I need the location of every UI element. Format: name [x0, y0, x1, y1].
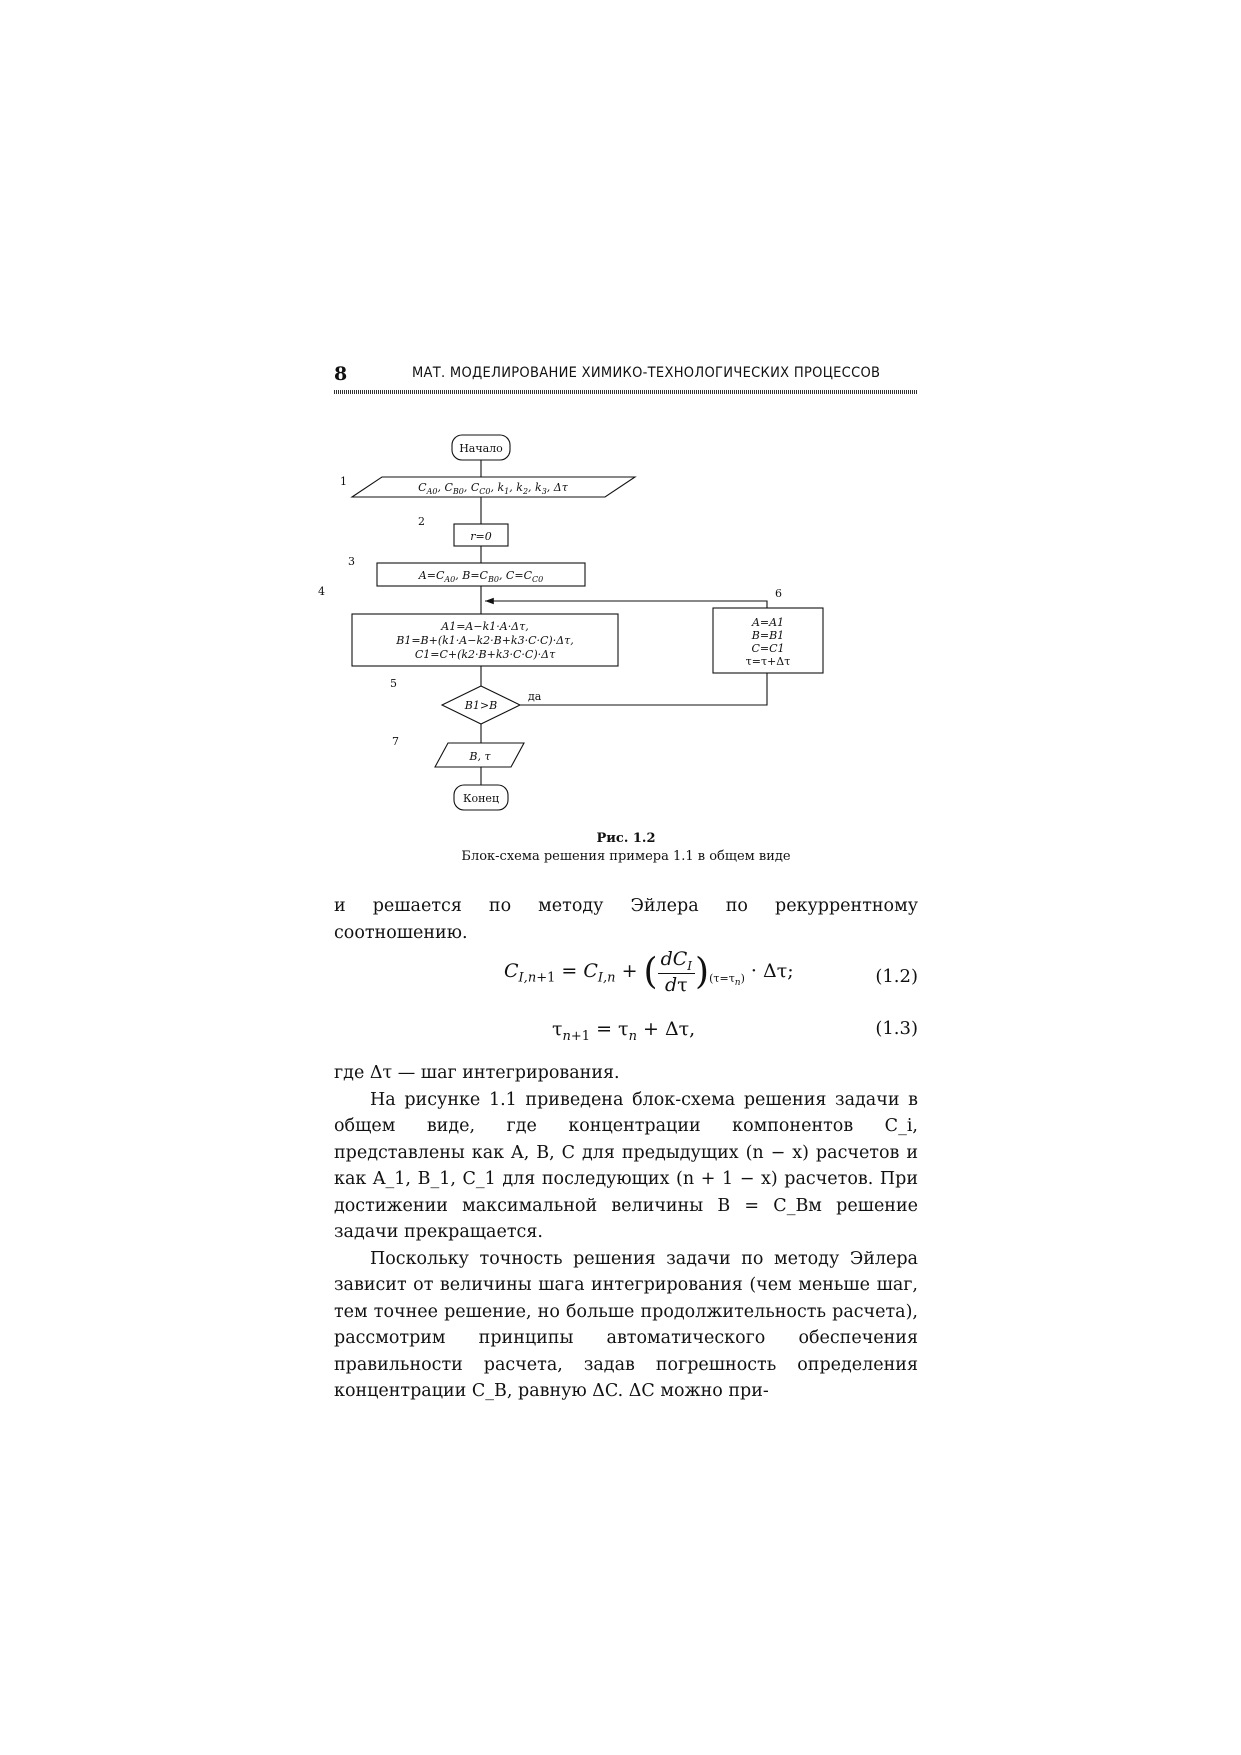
equation-1-3-body: $\tau_{n+1} = \tau_n + \Delta\tau$, [552, 1018, 696, 1044]
equation-1-2-number: (1.2) [875, 966, 918, 987]
intro-paragraph-block [334, 893, 918, 946]
block4-line-3: C1=C+(k2·B+k3·C·C)·Δτ [414, 648, 556, 661]
block5-yes-label: да [528, 690, 542, 703]
block3-text: $A=C_{A0}$, $B=C_{B0}$, $C=C_{C0}$ [418, 569, 544, 584]
block6-line-4: τ=τ+Δτ [745, 655, 791, 668]
equation-1-3 [334, 1016, 918, 1048]
flowchart [318, 425, 791, 825]
equation-1-2-body: $C_{I,n+1} = C_{I,n}$ + ( $\frac{dC_I}{d\tau}$ )$_{(\tau=\tau_n)} \cdot \Delta\tau$; [504, 948, 794, 996]
equation-1-2 [334, 948, 918, 1008]
start-label: Начало [459, 442, 503, 455]
block2-text: r=0 [470, 530, 492, 543]
block5-number: 5 [390, 677, 397, 690]
equation-1-3-number: (1.3) [875, 1018, 918, 1039]
figure-caption [334, 830, 918, 866]
header-rule [334, 390, 918, 394]
end-label: Конец [462, 792, 500, 805]
loop-back-line [485, 601, 767, 608]
paragraph-1: где Δτ — шаг интегрирования. [334, 1063, 620, 1083]
block6-line-2: B=B1 [751, 629, 785, 642]
block5-text: B1>B [464, 699, 498, 712]
figure-number: Рис. 1.2 [596, 831, 656, 846]
page-number: 8 [334, 363, 348, 385]
block3-number: 3 [348, 555, 355, 568]
body-paragraphs [334, 1060, 918, 1405]
yes-branch-line [520, 673, 767, 705]
figure-caption-text: Блок-схема решения примера 1.1 в общем виде [461, 849, 791, 864]
block4-line-1: A1=A−k1·A·Δτ, [441, 620, 529, 633]
paragraph-2: На рисунке 1.1 приведена блок-схема решения задачи в общем виде, где концентрации компонентов C_i, представлены как A, B, C для предыдущих (n − x) расчетов и как A_1, B_1, C_1 для последующих (n + 1 − x) расчетов. При достижении максимальной величины B = C_Bм решение задачи прекращается. [334, 1089, 918, 1242]
block4-line-2: B1=B+(k1·A−k2·B+k3·C·C)·Δτ, [396, 634, 574, 647]
intro-paragraph: и решается по методу Эйлера по рекуррентному соотношению. [334, 896, 918, 943]
block6-line-1: A=A1 [751, 616, 785, 629]
header-title: МАТ. МОДЕЛИРОВАНИЕ ХИМИКО-ТЕХНОЛОГИЧЕСКИХ ПРОЦЕССОВ [412, 365, 881, 381]
block7-number: 7 [392, 735, 399, 748]
block6-number: 6 [775, 587, 782, 600]
block1-number: 1 [340, 475, 347, 488]
block2-number: 2 [418, 515, 425, 528]
running-header [334, 357, 918, 393]
paragraph-3: Поскольку точность решения задачи по методу Эйлера зависит от величины шага интегрирования (чем меньше шаг, тем точнее решение, но больше продолжительность расчета), рассмотрим принципы автоматического обеспечения правильности расчета, задав погрешность определения концентрации C_B, равную ΔC. ΔC можно при- [334, 1248, 918, 1401]
block4-number: 4 [318, 585, 325, 598]
block6-line-3: C=C1 [751, 642, 785, 655]
block1-text: $C_{A0}$, $C_{B0}$, $C_{C0}$, $k_1$, $k_2$, $k_3$, Δτ [418, 481, 568, 496]
block7-text: B, τ [469, 750, 491, 763]
